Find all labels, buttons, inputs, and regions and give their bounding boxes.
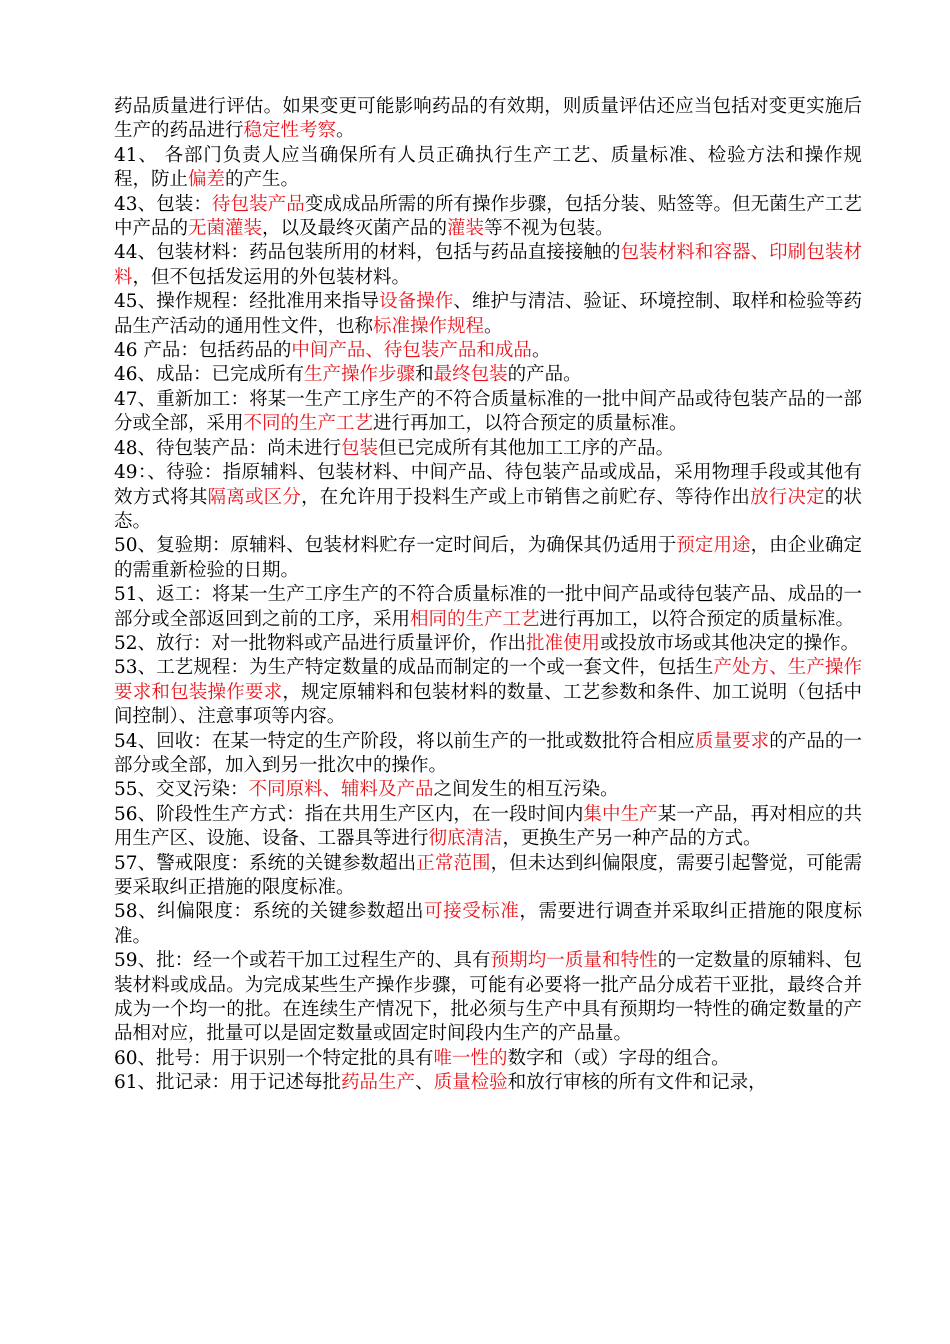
text-segment: 、 [415,1072,434,1094]
highlighted-term: 稳定性考察 [243,120,337,142]
text-segment: 59、批：经一个或若干加工过程生产的、具有 [114,950,491,972]
text-segment: 49：、待验：指原辅料、包装材料、中间产品、待包装产品或成品，采用物理手段或其他有效方式将其 [114,462,862,508]
text-segment: 52、放行：对一批物料或产品进行质量评价，作出 [114,632,527,654]
text-segment: 60、批号：用于识别一个特定批的具有 [114,1047,434,1069]
text-segment: 的产品。 [507,364,582,386]
paragraph [114,437,862,461]
highlighted-term: 预定用途 [676,535,751,557]
text-segment: 。 [531,340,551,362]
highlighted-term: 标准操作规程 [373,315,485,337]
highlighted-term: 偏差 [188,169,226,191]
text-segment: 55、交叉污染： [114,779,249,801]
paragraph [114,1071,862,1095]
highlighted-term: 设备操作 [379,291,454,313]
highlighted-term: 待包装产品 [211,193,305,215]
text-segment: 61、批记录：用于记述每批 [114,1072,342,1094]
highlighted-term: 批准使用 [526,632,601,654]
text-segment: 46 产品：包括药品的 [114,340,292,362]
paragraph [114,388,862,437]
text-segment: 57、警戒限度：系统的关键参数超出 [114,852,417,874]
text-segment: 45、操作规程：经批准用来指导 [114,291,380,313]
text-segment: 或投放市场或其他决定的操作。 [600,632,860,654]
highlighted-term: 正常范围 [416,852,491,874]
paragraph [114,583,862,632]
paragraph [114,730,862,779]
text-segment: 和 [415,364,434,386]
paragraph [114,1047,862,1071]
text-segment: 的一定数量的原辅料、包装材料或成品。为完成某些生产操作步骤，可能有必要将一批产品分成若干亚批，最终合并成为一个均一的批。在连续生产情况下，批必须与生产中具有预期均一特性的确定数量的产品相对应，批量可以是固定数量或固定时间段内生产的产品量。 [114,950,862,1045]
highlighted-term: 质量要求 [694,730,770,752]
highlighted-term: 灌装 [447,218,485,240]
text-segment: 48、待包装产品：尚未进行 [114,437,342,459]
paragraph [114,534,862,583]
text-segment: 的产品的一部分或全部，加入到另一批次中的操作。 [114,730,862,776]
text-segment: ，需要进行调查并采取纠正措施的限度标准。 [114,901,862,947]
text-segment: 变成成品所需的所有操作步骤，包括分装、贴签等。但无菌生产工艺中产品的 [114,193,862,240]
text-segment: 进行再加工，以符合预定的质量标准。 [373,413,688,435]
text-segment: 药品质量进行评估。如果变更可能影响药品的有效期，则质量评估还应当包括对变更实施后生产的药品进行 [114,96,862,142]
text-segment: ，规定原辅料和包装材料的数量、工艺参数和条件、加工说明（包括中间控制）、注意事项等内容。 [114,681,862,728]
highlighted-term: 包装 [341,437,379,459]
highlighted-term: 隔离或区分 [207,486,302,508]
highlighted-term: 包装材料和容器、印刷包装材料 [114,242,862,288]
text-segment: 44、包装材料：药品包装所用的材料，包括与药品直接接触的 [114,242,621,264]
highlighted-term: 质量检验 [433,1072,508,1094]
highlighted-term: 产处方、生产操作要求和包装操作要求 [114,657,862,703]
highlighted-term: 相同的生产工艺 [410,608,540,630]
text-segment: 46、成品：已完成所有 [114,364,305,386]
text-segment: 某一产品，再对相应的共用生产区、设施、设备、工器具等进行 [114,803,862,850]
paragraph [114,144,862,193]
text-segment: 但已完成所有其他加工工序的产品。 [378,437,675,459]
text-segment: ，以及最终灭菌产品的 [262,218,448,240]
highlighted-term: 中间产品、待包装产品和成品 [291,340,532,362]
paragraph [114,241,862,290]
text-segment: 数字和（或）字母的组合。 [507,1047,730,1069]
text-segment: ，由企业确定的需重新检验的日期。 [114,535,862,581]
paragraph [114,656,862,729]
paragraph [114,852,862,901]
text-segment: 58、纠偏限度：系统的关键参数超出 [114,901,425,923]
paragraph [114,193,862,242]
text-segment: 的产生。 [225,169,300,191]
text-segment: 47、重新加工：将某一生产工序生产的不符合质量标准的一批中间产品或待包装产品的一部分或全部，采用 [114,388,862,435]
paragraph [114,632,862,656]
text-segment: ，但不包括发运用的外包装材料。 [132,266,411,288]
highlighted-term: 放行决定 [749,486,825,508]
paragraph [114,95,862,144]
highlighted-term: 彻底清洁 [428,828,503,850]
highlighted-term: 最终包装 [433,364,508,386]
text-segment: 50、复验期：原辅料、包装材料贮存一定时间后，为确保其仍适用于 [114,535,677,557]
text-segment: ，但未达到纠偏限度，需要引起警觉，可能需要采取纠正措施的限度标准。 [114,852,862,898]
paragraph [114,900,862,949]
text-segment: 53、工艺规程：为生产特定数量的成品而制定的一个或一套文件，包括生 [114,657,714,679]
text-segment: 和放行审核的所有文件和记录， [507,1072,767,1094]
paragraph [114,803,862,852]
text-segment: 41、 各部门负责人应当确保所有人员正确执行生产工艺、质量标准、检验方法和操作规程，防止 [114,144,862,191]
paragraph [114,461,862,534]
highlighted-term: 预期均一质量和特性 [490,950,658,972]
text-segment: 54、回收：在某一特定的生产阶段，将以前生产的一批或数批符合相应 [114,730,695,752]
text-segment: 之间发生的相互污染。 [433,779,619,801]
highlighted-term: 无菌灌装 [188,218,263,240]
paragraph [114,363,862,387]
text-segment: 。 [484,315,503,337]
text-segment: 进行再加工，以符合预定的质量标准。 [539,608,855,630]
highlighted-term: 不同的生产工艺 [243,413,374,435]
paragraph [114,339,862,363]
text-segment: 51、返工：将某一生产工序生产的不符合质量标准的一批中间产品或待包装产品、成品的一部分或全部返回到之前的工序，采用 [114,584,862,630]
paragraph [114,778,862,802]
text-segment: 的状态。 [114,486,862,532]
highlighted-term: 生产操作步骤 [304,364,416,386]
text-segment: ，更换生产另一种产品的方式。 [502,828,762,850]
text-segment: 、维护与清洁、验证、环境控制、取样和检验等药品生产活动的通用性文件，也称 [114,291,862,337]
text-segment: 等不视为包装。 [484,218,614,240]
highlighted-term: 可接受标准 [424,901,520,923]
highlighted-term: 药品生产 [341,1072,416,1094]
highlighted-term: 不同原料、辅料及产品 [248,779,434,801]
paragraph [114,949,862,1047]
text-segment: 。 [336,120,355,142]
text-segment: 56、阶段性生产方式：指在共用生产区内，在一段时间内 [114,803,584,825]
paragraph [114,290,862,339]
text-segment: 43、包装： [114,193,212,215]
text-segment: ，在允许用于投料生产或上市销售之前贮存、等待作出 [301,486,750,508]
document-page [114,95,862,1096]
highlighted-term: 集中生产 [583,803,658,825]
highlighted-term: 唯一性的 [433,1047,508,1069]
